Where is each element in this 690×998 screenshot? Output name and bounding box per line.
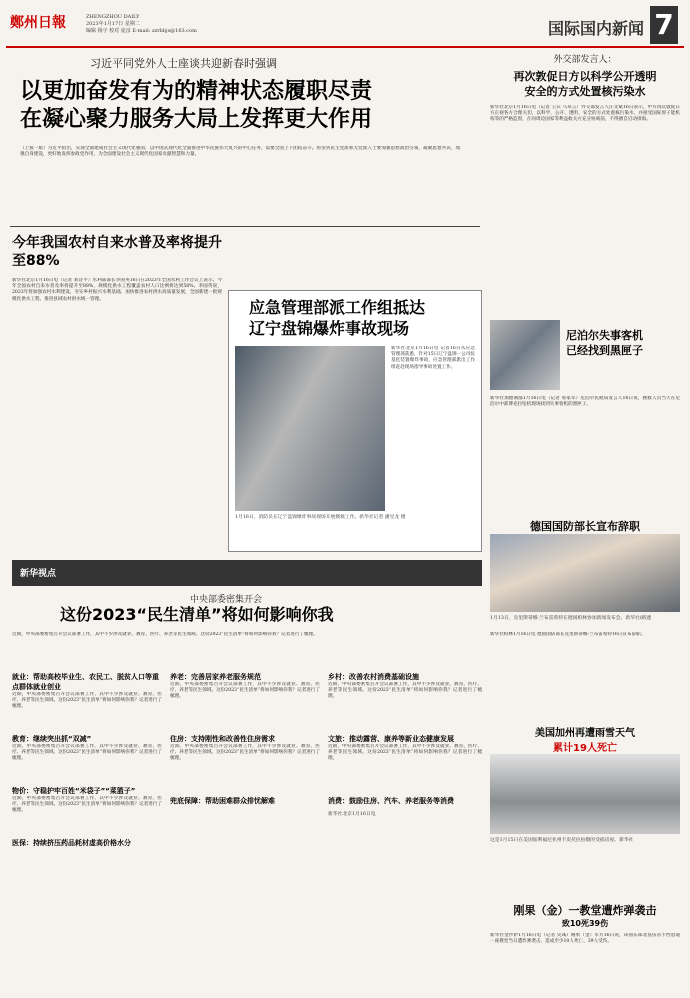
civic-col1-text: 近期，中央部委密集召开会议部署工作，其中不少涉及就业、教育、医疗、养老等民生领域。这份2023“民生清单”将如何影响你我？记者进行了梳理。: [12, 692, 162, 710]
left-headline: 今年我国农村自来水普及率将提升至88%: [12, 235, 222, 269]
california-photo: [490, 754, 680, 834]
civic-subhead-9: 消费：鼓励住房、汽车、养老服务等消费: [328, 797, 454, 805]
crash-headline-line2: 已经找到黑匣子: [566, 344, 643, 357]
civic-subhead-5: 住房：支持刚性和改善性住房需求: [170, 735, 275, 743]
civic-subhead-0: 就业：帮助高校毕业生、农民工、脱贫人口等重点群体就业创业: [12, 673, 159, 691]
lead-kicker: 习近平同党外人士座谈共迎新春时强调: [90, 57, 277, 70]
fm-body: 新华社北京1月16日电（记者 王宾 马卓言）外交部发言人汪文斌16日表示，中方再次敦促日方正视各方合理关切，以科学、公开、透明、安全的方式处置核污染水，并接受国际原子能机构等的严格监督，在同周边国家等利益攸关方充分协商前，不得擅自启动排海。: [490, 105, 680, 123]
masthead: [6, 6, 684, 48]
left-body: 新华社北京1月16日电（记者 刘诗平）水利部部长李国英16日在2023年全国水利工作会议上表示，今年全国农村自来水普及率将提升至88%，规模化供水工程覆盖农村人口比例将达到58%。李国英说，2023年将加强农村水利建设，夯实乡村振兴水利基础。加快推进农村供水高质量发展，全国新建一批规模化供水工程，推进县域农村供水统一管理。: [12, 278, 222, 302]
lead-body: （上接一版）习近平指出，实现全面建成社会主义现代化强国，以中国式现代化全面推进中华民族伟大复兴的中心任务，需要全国上下团结奋斗。希望各民主党派和无党派人士要加强思想政治引领，凝聚思想共识，加强自身建设，更好地发挥参政党作用，为全面建设社会主义现代化国家贡献智慧和力量。: [20, 146, 460, 158]
crash-body: 新华社加德满都1月16日电（记者 易家军）尼泊尔民航局发言人16日说，搜救人员当天在尼泊尔中部博克拉坠机现场找到失事客机的黑匣子。: [490, 396, 680, 408]
california-headline-2: 累计19人死亡: [553, 743, 617, 754]
lead-headline-line2: 在凝心聚力服务大局上发挥更大作用: [20, 107, 373, 132]
emergency-headline: [249, 297, 425, 339]
civic-col2-text-2: 近期，中央部委密集召开会议部署工作，其中不少涉及就业、教育、医疗、养老等民生领域。这份2023“民生清单”将如何影响你我？记者进行了梳理。: [170, 744, 320, 762]
congo-headline: 刚果（金）一教堂遭炸弹袭击: [513, 904, 657, 917]
emergency-box: [228, 290, 482, 552]
explosion-photo: [235, 346, 385, 511]
editor-line: 编辑 杨宇 校对 庞彦 E-mail: zzrbbjs@163.com: [86, 28, 197, 34]
congo-body: 新华社金沙萨1月16日电（记者 史彧）刚果（金）军方16日说，该国东部北基伍省卡西恩迪一座教堂当日遭炸弹袭击，造成至少10人死亡、39人受伤。: [490, 933, 680, 945]
issue-meta: [86, 14, 197, 35]
civic-subhead-7: 乡村：改善农村消费基础设施: [328, 673, 419, 681]
fm-headline-line2: 安全的方式处置核污染水: [524, 85, 646, 98]
fm-headline-line1: 再次敦促日方以科学公开透明: [513, 70, 657, 83]
lead-kicker-wrap: [90, 55, 390, 71]
civic-headline: 这份2023“民生清单”将如何影响你我: [60, 605, 334, 624]
civic-subhead-6: 兜底保障：帮助困难群众排忧解难: [170, 797, 275, 805]
civic-subhead-1: 教育：继续突出抓“双减”: [12, 735, 92, 743]
california-story: [490, 724, 680, 843]
civic-col3-text-2: 近期，中央部委密集召开会议部署工作，其中不少涉及就业、教育、医疗、养老等民生领域。这份2023“民生清单”将如何影响你我？记者进行了梳理。: [328, 744, 482, 762]
civic-col1-text-2: 近期，中央部委密集召开会议部署工作，其中不少涉及就业、教育、医疗、养老等民生领域。这份2023“民生清单”将如何影响你我？记者进行了梳理。: [12, 744, 162, 762]
emergency-body: 新华社北京1月16日电 记者16日从应急管理部获悉，针对15日辽宁盘锦一公司烷基化装置爆炸事故，应急管理部派出工作组赶赴现场指导事故处置工作。: [391, 346, 475, 370]
civic-subhead-8: 文旅：推动露营、康养等新业态健康发展: [328, 735, 454, 743]
civic-banner: 新华视点: [20, 569, 57, 579]
congo-subhead: 致10死39伤: [561, 919, 609, 928]
civic-col1-text-3: 近期，中央部委密集召开会议部署工作，其中不少涉及就业、教育、医疗、养老等民生领域。这份2023“民生清单”将如何影响你我？记者进行了梳理。: [12, 796, 162, 814]
fm-headline: [490, 69, 680, 99]
logo-en: ZHENGZHOU DAILY: [86, 14, 140, 20]
germany-headline: 德国国防部长宣布辞职: [530, 520, 640, 533]
crash-headline-line1: 尼泊尔失事客机: [566, 329, 643, 342]
germany-photo: [490, 534, 680, 612]
crash-headline: [566, 328, 643, 358]
civic-kicker: 中央部委密集开会: [190, 595, 263, 605]
page-number: 7: [650, 6, 678, 44]
right-column: [490, 52, 680, 315]
civic-col2: [170, 672, 320, 806]
civic-col1: [12, 672, 162, 848]
section-title: 国际国内新闻: [547, 19, 644, 38]
fm-kicker: 外交部发言人：: [553, 55, 617, 65]
civic-body: 近期，中央部委密集召开会议部署工作，其中不少涉及就业、教育、医疗、养老等民生领域。这份2023“民生清单”将如何影响你我？记者进行了梳理。: [12, 632, 318, 637]
germany-story: [490, 518, 680, 637]
date-line: 2023年1月17日 星期二: [86, 21, 140, 27]
divider: [10, 226, 480, 227]
civic-col3-text: 近期，中央部委密集召开会议部署工作，其中不少涉及就业、教育、医疗、养老等民生领域。这份2023“民生清单”将如何影响你我？记者进行了梳理。: [328, 682, 482, 700]
civic-banner-bar: [12, 560, 482, 586]
newspaper-logo: 鄭州日報: [10, 15, 66, 31]
congo-story: [490, 902, 680, 993]
germany-caption: 1月13日，克里斯蒂娜·兰布雷希特在德国柏林参加新闻发布会。新华社/路透: [490, 616, 652, 621]
california-headline-1: 美国加州再遭雨雪天气: [535, 728, 635, 739]
california-caption: 这是1月15日在美国加利福尼亚州卡皮托拉拍摄的受损房屋。新华社: [490, 838, 634, 843]
civic-col3: [328, 672, 482, 818]
emergency-headline-line1: 应急管理部派工作组抵达: [249, 298, 426, 317]
civic-credit: 新华社北京1月16日电: [328, 812, 376, 817]
civic-subhead-4: 养老：完善居家养老服务规范: [170, 673, 261, 681]
crash-photo: [490, 320, 560, 390]
civic-subhead-3: 医保：持续挤压药品耗材虚高价格水分: [12, 839, 131, 847]
germany-body: 新华社柏林1月16日电 德国国防部长克里斯蒂娜·兰布雷希特16日宣布辞职。: [490, 632, 646, 637]
civic-col2-text: 近期，中央部委密集召开会议部署工作，其中不少涉及就业、教育、医疗、养老等民生领域。这份2023“民生清单”将如何影响你我？记者进行了梳理。: [170, 682, 320, 700]
emergency-caption: 1月16日，消防员在辽宁盘锦爆炸事故现场开展搜救工作。新华社记者 潘昱龙 摄: [235, 515, 406, 520]
civic-subhead-2: 物价：守稳护牢百姓“米袋子”“菜篮子”: [12, 787, 136, 795]
lead-headline-line1: 以更加奋发有为的精神状态履职尽责: [20, 79, 373, 104]
emergency-headline-line2: 辽宁盘锦爆炸事故现场: [249, 319, 410, 338]
lead-headline: [20, 78, 460, 134]
